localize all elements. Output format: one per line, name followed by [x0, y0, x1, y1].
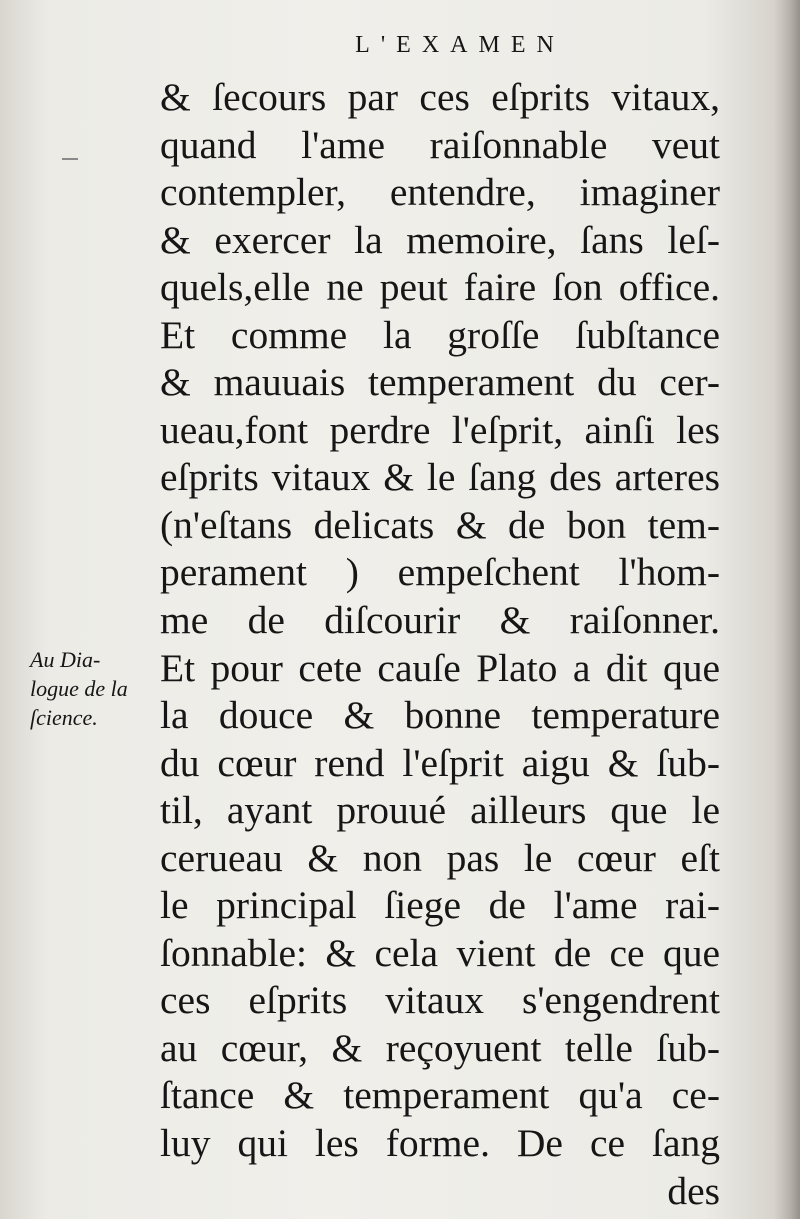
text-line: eſprits vitaux & le ſang des arteres [160, 455, 720, 500]
text-line: ſonnable: & cela vient de ce que [160, 930, 720, 975]
text-line: & mauuais temperament du cer- [160, 360, 720, 405]
marginal-note-line: logue de la [30, 676, 128, 701]
text-line: ueau,font perdre l'eſprit, ainſi les [160, 407, 720, 452]
marginal-note-line: Au Dia- [30, 647, 101, 672]
text-line: le principal ſiege de l'ame rai- [160, 883, 720, 928]
body-text [160, 74, 720, 1215]
text-line: cerueau & non pas le cœur eſt [160, 835, 720, 880]
text-line: la douce & bonne temperature [160, 693, 720, 738]
text-line: perament ) empeſchent l'hom- [160, 550, 720, 595]
text-line: & ſecours par ces eſprits vitaux, [160, 75, 720, 119]
text-line: Et pour cete cauſe Plato a dit que [160, 645, 720, 690]
text-line: luy qui les forme. De ce ſang [160, 1121, 720, 1166]
text-line: ces eſprits vitaux s'engendrent [160, 978, 720, 1023]
text-line: (n'eſtans delicats & de bon tem- [160, 502, 720, 547]
text-line-catchword: des [667, 1168, 720, 1213]
page-gutter-shadow [774, 0, 800, 1219]
marginal-note-line: ſcience. [30, 705, 98, 730]
marginal-note [30, 645, 165, 732]
text-line: quand l'ame raiſonnable veut [160, 122, 720, 167]
text-line: contempler, entendre, imaginer [160, 170, 720, 215]
text-line: til, ayant prouué ailleurs que le [160, 788, 720, 833]
text-line: quels,elle ne peut faire ſon office. [160, 265, 720, 310]
text-line: me de diſcourir & raiſonner. [160, 598, 720, 643]
margin-mark [62, 158, 78, 160]
running-head: L'EXAMEN [355, 32, 565, 58]
text-line: Et comme la groſſe ſubſtance [160, 312, 720, 357]
text-line: & exercer la memoire, ſans leſ- [160, 217, 720, 262]
text-line: au cœur, & reçoyuent telle ſub- [160, 1025, 720, 1070]
text-line: ſtance & temperament qu'a ce- [160, 1073, 720, 1118]
text-line: du cœur rend l'eſprit aigu & ſub- [160, 740, 720, 785]
